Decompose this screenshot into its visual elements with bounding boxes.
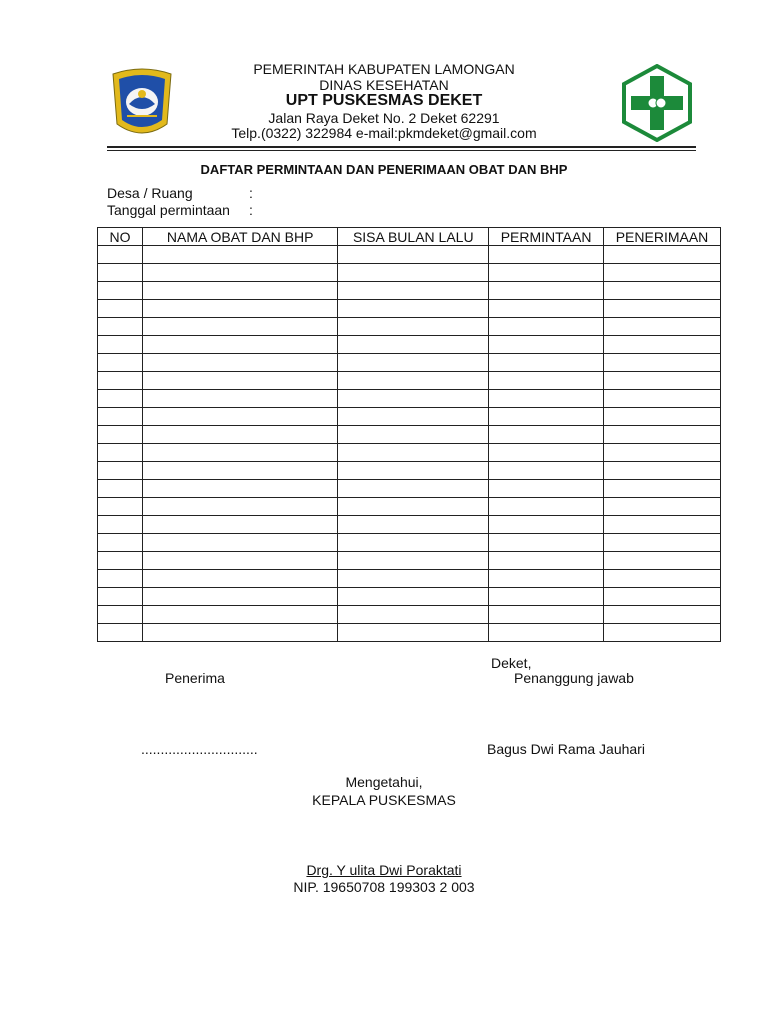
table-cell	[142, 336, 338, 354]
table-cell	[604, 264, 721, 282]
table-cell	[489, 444, 604, 462]
head-title: KEPALA PUSKESMAS	[312, 792, 456, 808]
table-cell	[142, 444, 338, 462]
table-row	[98, 390, 721, 408]
field-tanggal-permintaan	[107, 202, 253, 218]
table-cell	[489, 606, 604, 624]
responsible-label: Penanggung jawab	[514, 670, 634, 686]
header-institution: UPT PUSKESMAS DEKET	[285, 92, 483, 109]
table-cell	[98, 570, 143, 588]
table-cell	[338, 408, 489, 426]
table-cell	[98, 318, 143, 336]
table-cell	[98, 246, 143, 264]
table-cell	[142, 498, 338, 516]
table-body	[98, 246, 721, 642]
table-row	[98, 336, 721, 354]
receiver-label: Penerima	[165, 670, 225, 686]
table-cell	[489, 282, 604, 300]
table-cell	[604, 318, 721, 336]
table-cell	[142, 318, 338, 336]
table-cell	[338, 264, 489, 282]
table-cell	[142, 570, 338, 588]
table-cell	[489, 624, 604, 642]
table-cell	[338, 624, 489, 642]
table-row	[98, 516, 721, 534]
table-cell	[604, 282, 721, 300]
table-row	[98, 246, 721, 264]
header-government: PEMERINTAH KABUPATEN LAMONGAN	[253, 61, 515, 77]
table-row	[98, 282, 721, 300]
table-cell	[489, 372, 604, 390]
field-separator: :	[249, 185, 253, 201]
table-row	[98, 372, 721, 390]
table-cell	[338, 570, 489, 588]
table-cell	[338, 318, 489, 336]
table-cell	[142, 588, 338, 606]
table-cell	[604, 336, 721, 354]
field-desa-ruang	[107, 185, 253, 201]
table-cell	[604, 372, 721, 390]
table-cell	[98, 282, 143, 300]
table-row	[98, 606, 721, 624]
table-cell	[489, 264, 604, 282]
table-cell	[489, 336, 604, 354]
table-cell	[604, 588, 721, 606]
head-name-text: Drg. Y ulita Dwi Poraktati	[306, 862, 462, 878]
table-cell	[604, 408, 721, 426]
table-cell	[489, 408, 604, 426]
table-cell	[604, 570, 721, 588]
table-cell	[604, 246, 721, 264]
table-row	[98, 354, 721, 372]
column-header-nama-obat: NAMA OBAT DAN BHP	[142, 228, 338, 246]
column-header-no: NO	[98, 228, 143, 246]
table-cell	[604, 462, 721, 480]
table-row	[98, 534, 721, 552]
responsible-name: Bagus Dwi Rama Jauhari	[487, 741, 645, 757]
table-row	[98, 264, 721, 282]
table-row	[98, 498, 721, 516]
table-row	[98, 480, 721, 498]
table-row	[98, 624, 721, 642]
table-cell	[338, 390, 489, 408]
table-cell	[489, 462, 604, 480]
table-cell	[338, 426, 489, 444]
table-cell	[489, 426, 604, 444]
table-cell	[142, 426, 338, 444]
table-cell	[489, 390, 604, 408]
table-row	[98, 318, 721, 336]
table-cell	[604, 300, 721, 318]
table-cell	[604, 426, 721, 444]
table-cell	[142, 624, 338, 642]
table-row	[98, 426, 721, 444]
signature-place: Deket,	[491, 655, 532, 671]
table-cell	[338, 498, 489, 516]
document-title: DAFTAR PERMINTAAN DAN PENERIMAAN OBAT DAN BHP	[200, 162, 568, 177]
header-divider-thin	[107, 150, 696, 151]
table-cell	[142, 480, 338, 498]
table-cell	[98, 462, 143, 480]
field-label: Desa / Ruang	[107, 185, 193, 201]
table-cell	[338, 462, 489, 480]
table-cell	[98, 516, 143, 534]
request-table	[97, 227, 721, 642]
table-cell	[604, 606, 721, 624]
table-cell	[142, 534, 338, 552]
table-cell	[98, 534, 143, 552]
header-divider-thick	[107, 146, 696, 148]
table-cell	[98, 372, 143, 390]
receiver-name-blank: ..............................	[141, 741, 258, 757]
table-cell	[142, 462, 338, 480]
table-cell	[98, 552, 143, 570]
table-cell	[98, 606, 143, 624]
table-cell	[98, 354, 143, 372]
table-cell	[338, 246, 489, 264]
table-row	[98, 570, 721, 588]
table-cell	[489, 480, 604, 498]
table-cell	[604, 624, 721, 642]
table-cell	[98, 390, 143, 408]
column-header-permintaan: PERMINTAAN	[489, 228, 604, 246]
table-cell	[142, 552, 338, 570]
table-cell	[98, 300, 143, 318]
table-cell	[604, 534, 721, 552]
table-cell	[338, 534, 489, 552]
table-cell	[338, 372, 489, 390]
table-cell	[489, 300, 604, 318]
table-cell	[142, 372, 338, 390]
table-cell	[338, 444, 489, 462]
table-row	[98, 588, 721, 606]
column-header-penerimaan: PENERIMAAN	[604, 228, 721, 246]
table-cell	[338, 300, 489, 318]
table-cell	[604, 552, 721, 570]
table-cell	[98, 264, 143, 282]
table-cell	[338, 336, 489, 354]
table-cell	[338, 606, 489, 624]
table-cell	[338, 282, 489, 300]
table-cell	[338, 588, 489, 606]
header-address: Jalan Raya Deket No. 2 Deket 62291	[268, 110, 500, 126]
table-cell	[489, 552, 604, 570]
table-cell	[142, 246, 338, 264]
table-cell	[489, 570, 604, 588]
table-row	[98, 552, 721, 570]
table-cell	[604, 390, 721, 408]
column-header-sisa-bulan-lalu: SISA BULAN LALU	[338, 228, 489, 246]
table-cell	[604, 480, 721, 498]
table-cell	[98, 336, 143, 354]
table-cell	[142, 408, 338, 426]
table-cell	[98, 624, 143, 642]
table-cell	[98, 426, 143, 444]
table-cell	[98, 498, 143, 516]
table-cell	[489, 588, 604, 606]
table-cell	[98, 408, 143, 426]
header-department: DINAS KESEHATAN	[319, 77, 449, 93]
table-cell	[489, 246, 604, 264]
table-cell	[604, 354, 721, 372]
field-separator: :	[249, 202, 253, 218]
head-nip: NIP. 19650708 199303 2 003	[293, 879, 475, 895]
table-cell	[489, 516, 604, 534]
table-row	[98, 444, 721, 462]
table-cell	[604, 498, 721, 516]
table-cell	[489, 534, 604, 552]
table-cell	[142, 354, 338, 372]
table-cell	[338, 552, 489, 570]
table-cell	[98, 444, 143, 462]
table-cell	[604, 516, 721, 534]
table-cell	[98, 480, 143, 498]
table-cell	[98, 588, 143, 606]
table-cell	[142, 390, 338, 408]
head-name	[0, 862, 768, 878]
field-label: Tanggal permintaan	[107, 202, 230, 218]
table-cell	[142, 606, 338, 624]
table-cell	[142, 300, 338, 318]
table-row	[98, 408, 721, 426]
table-cell	[142, 264, 338, 282]
table-cell	[489, 498, 604, 516]
table-cell	[604, 444, 721, 462]
table-cell	[338, 354, 489, 372]
acknowledged-label: Mengetahui,	[345, 774, 423, 790]
table-header-row	[98, 228, 721, 246]
table-cell	[142, 516, 338, 534]
table-cell	[338, 480, 489, 498]
table-cell	[489, 318, 604, 336]
table-cell	[142, 282, 338, 300]
table-row	[98, 300, 721, 318]
header-contact: Telp.(0322) 322984 e-mail:pkmdeket@gmail.com	[231, 125, 537, 141]
table-row	[98, 462, 721, 480]
table-cell	[338, 516, 489, 534]
table-cell	[489, 354, 604, 372]
